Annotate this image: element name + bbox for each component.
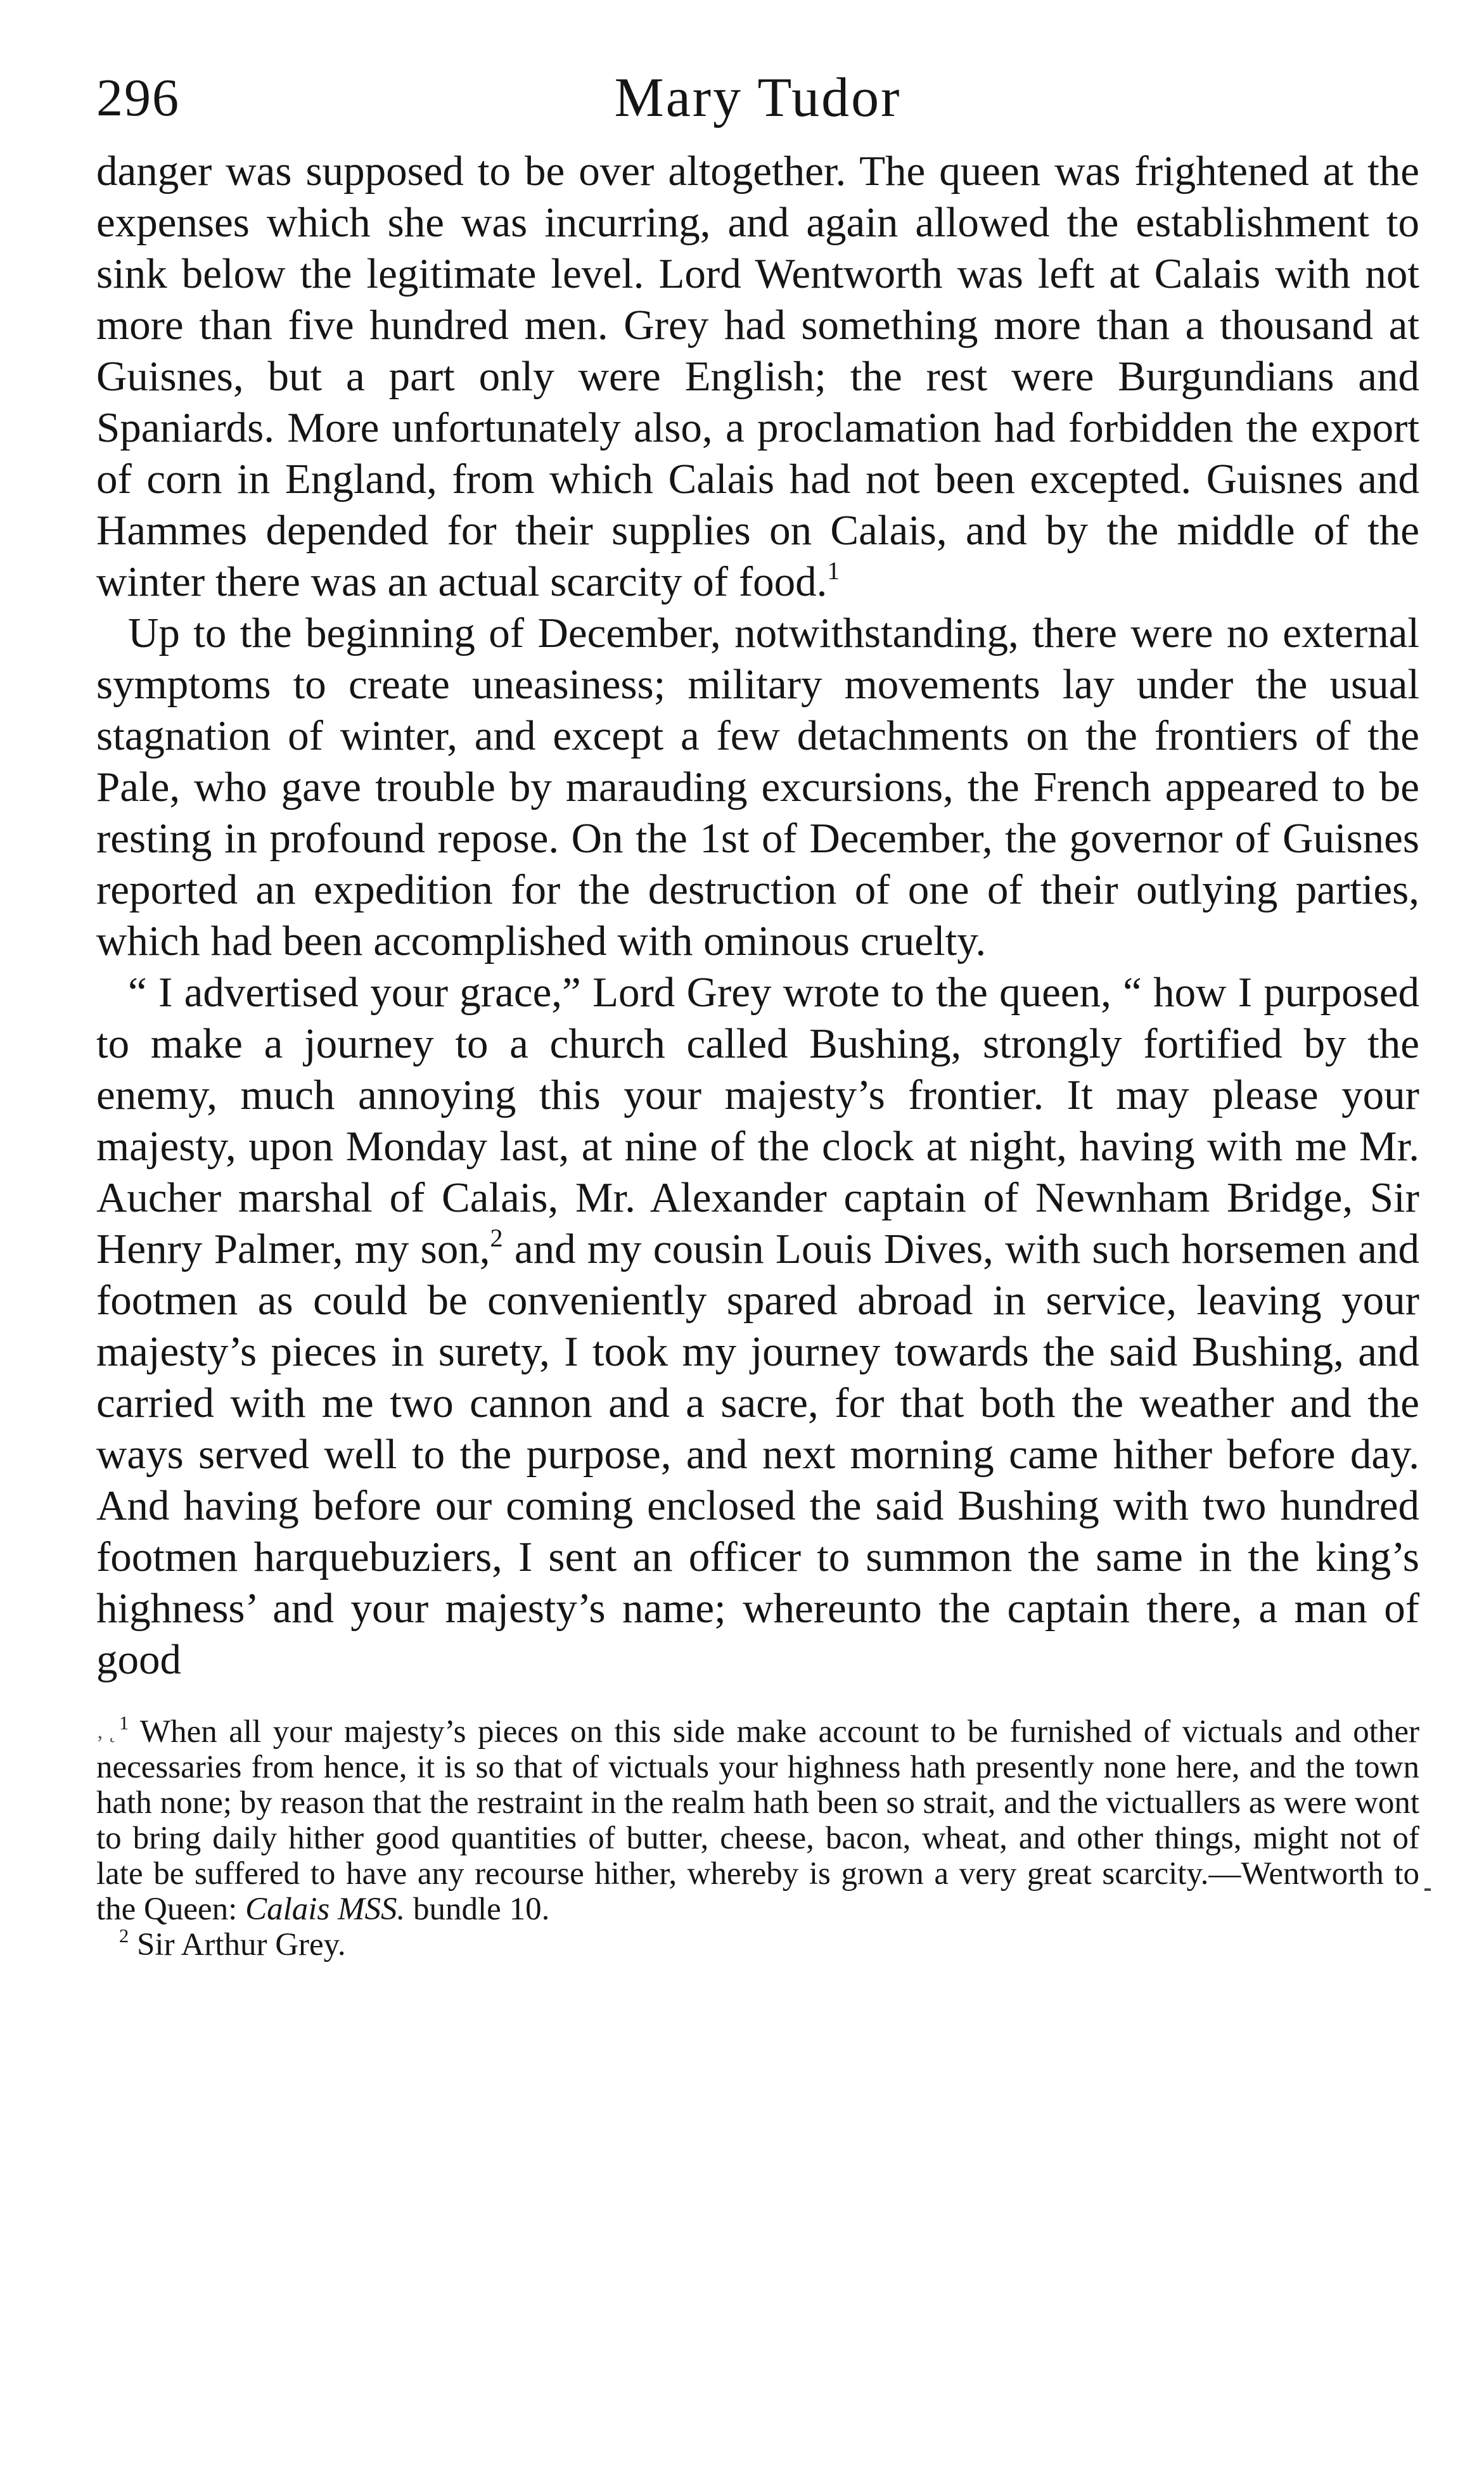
paragraph-2-text: Up to the beginning of December, notwithstanding, there were no external symptoms to create uneasiness; military movements lay under the usual stagnation of winter, and except a few detachments on the frontiers of the Pale, who gave trouble by marauding excursions, the French appeared to be resting in profound repose. On the 1st of December, the governor of Guisnes reported an expedition for the destruction of one of their outlying parties, which had been accomplished with ominous cruelty. — [96, 610, 1419, 964]
paragraph-3-text-b: and my cousin Louis Dives, with such horsemen and footmen as could be conveniently spared abroad in service, leaving your majesty’s pieces in surety, I took my journey towards the said Bushing, and carried with me two cannon and a sacre, for that both the weather and the ways served well to the purpose, and next morning came hither before day. And having before our coming enclosed the said Bushing with two hundred footmen harquebuziers, I sent an officer to summon the same in the king’s highness’ and your majesty’s name; whereunto the captain there, a man of good — [96, 1226, 1419, 1683]
paragraph-1-text: danger was supposed to be over altogether. The queen was frightened at the expenses which she was incurring, and again allowed the establishment to sink below the legitimate level. Lord Wentworth was left at Calais with not more than five hundred men. Grey had something more than a thousand at Guisnes, but a part only were English; the rest were Burgundians and Spaniards. More unfortunately also, a proclamation had forbidden the export of corn in England, from which Calais had not been excepted. Guisnes and Hammes depended for their supplies on Calais, and by the middle of the winter there was an actual scarcity of food. — [96, 148, 1419, 605]
paragraph-1 — [96, 146, 1419, 608]
footnote-1 — [96, 1714, 1419, 1927]
paragraph-2 — [96, 608, 1419, 967]
footnote-1-source: Calais MSS. — [245, 1892, 406, 1927]
margin-mark — [1424, 1888, 1431, 1891]
footnotes — [96, 1714, 1419, 1963]
paragraph-3 — [96, 967, 1419, 1686]
footnote-1-number: 1 — [119, 1712, 129, 1734]
footnote-2-text: Sir Arthur Grey. — [129, 1927, 346, 1963]
footnote-2-number: 2 — [119, 1925, 129, 1947]
running-head — [96, 51, 1419, 146]
footnote-2 — [96, 1927, 1419, 1963]
footnote-ref-2[interactable]: 2 — [490, 1223, 503, 1252]
running-title: Mary Tudor — [614, 67, 902, 129]
book-page — [96, 51, 1419, 1963]
paragraph-3-text-a: “ I advertised your grace,” Lord Grey wrote to the queen, “ how I purposed to make a journey to a church called Bushing, strongly fortified by the enemy, much annoying this your majesty’s frontier. It may please your majesty, upon Monday last, at nine of the clock at night, having with me Mr. Aucher marshal of Calais, Mr. Alexander captain of Newnham Bridge, Sir Henry Palmer, my son, — [96, 969, 1419, 1272]
footnote-1-stray-mark: ‚ ˛ — [96, 1720, 117, 1743]
footnote-1-text: When all your majesty’s pieces on this side make account to be furnished of victuals and other necessaries from hence, it is so that of victuals your highness hath presently none here, and the town hath none; by reason that the restraint in the realm hath been so strait, and the victuallers as were wont to bring daily hither good quantities of butter, cheese, bacon, wheat, and other things, might not of late be suffered to have any recourse hither, whereby is grown a very great scarcity.—Wentworth to the Queen: — [96, 1714, 1419, 1927]
footnote-1-tail: bundle 10. — [405, 1892, 550, 1927]
body-text — [96, 146, 1419, 1686]
footnote-ref-1[interactable]: 1 — [827, 556, 840, 585]
page-number: 296 — [96, 68, 180, 127]
